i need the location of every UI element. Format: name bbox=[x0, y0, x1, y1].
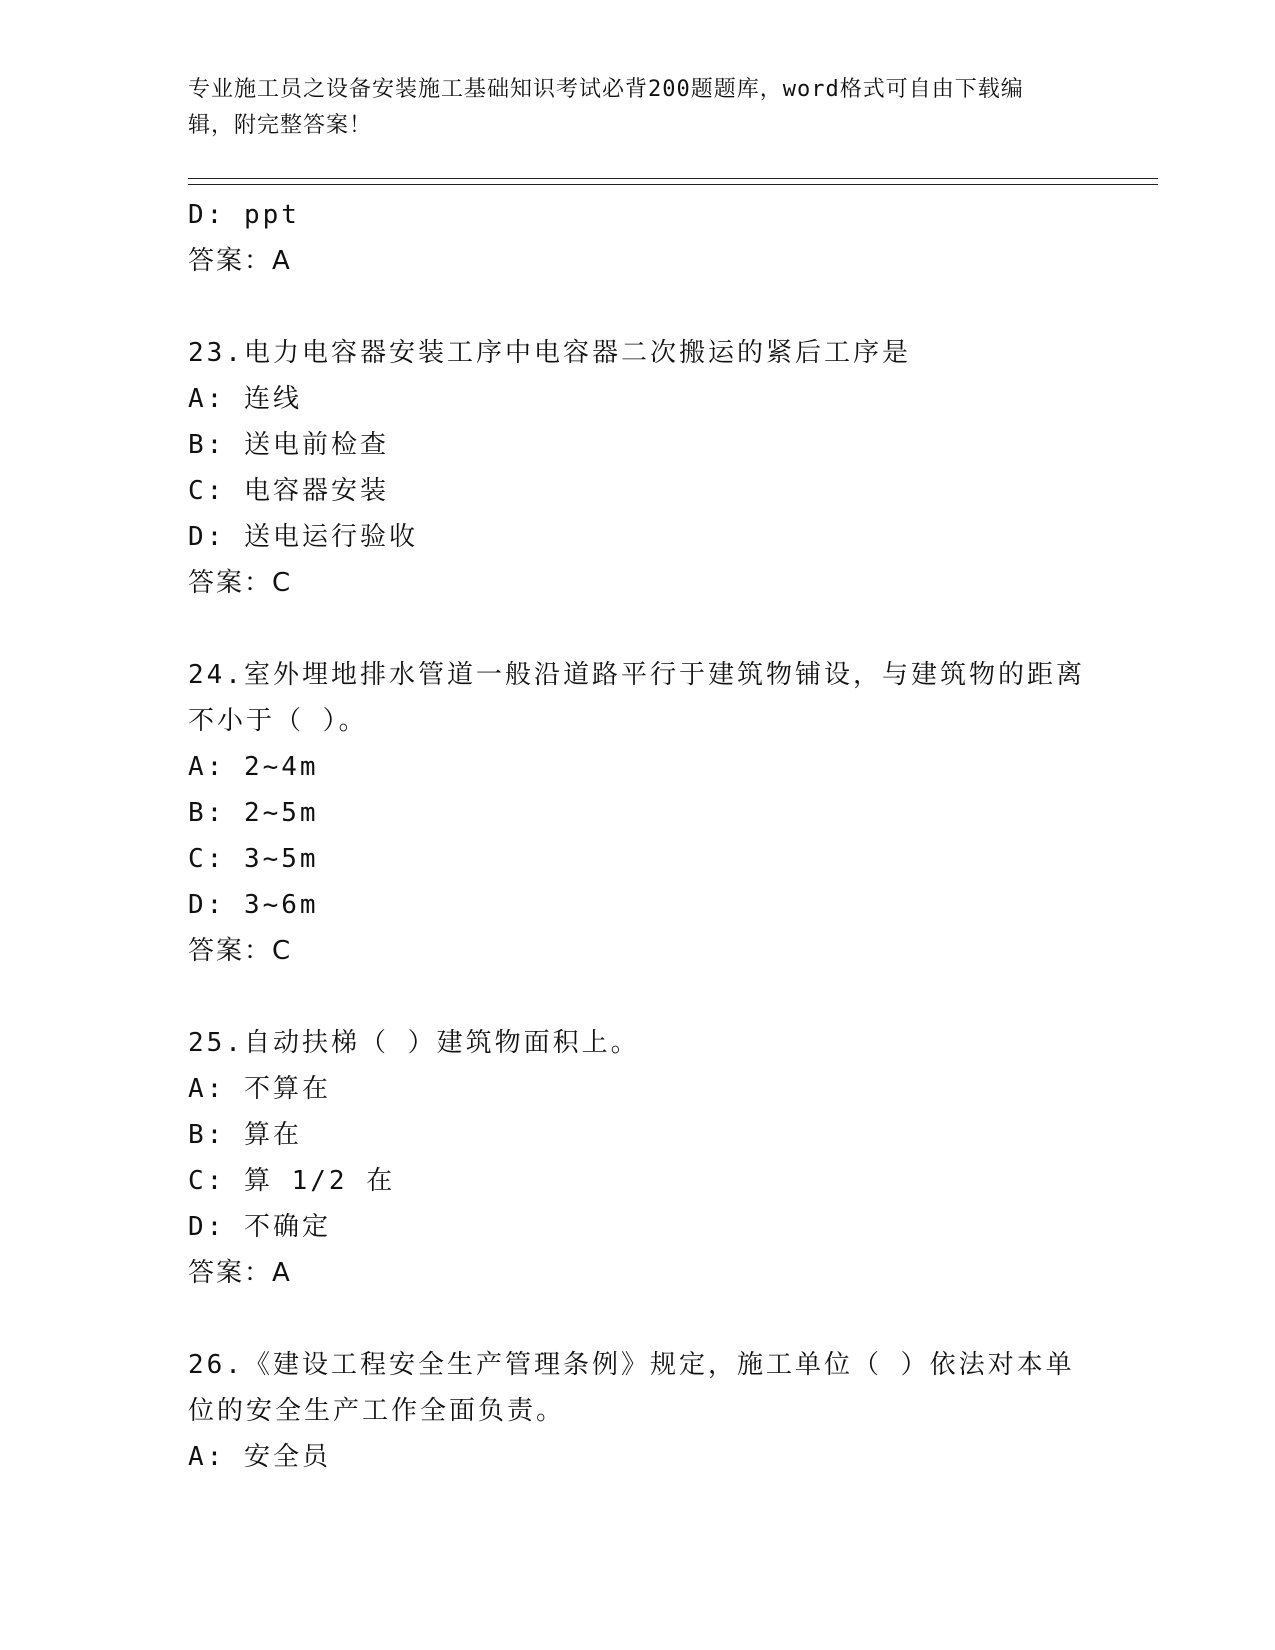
option-d: D: 3~6m bbox=[188, 890, 319, 920]
answer-line: 答案：C bbox=[188, 936, 293, 966]
option-b: B: 算在 bbox=[188, 1120, 302, 1150]
spacer bbox=[188, 606, 1088, 652]
question-stem: 25.自动扶梯（ ）建筑物面积上。 bbox=[188, 1028, 640, 1058]
option-d: D: ppt bbox=[188, 200, 300, 230]
document-header: 专业施工员之设备安装施工基础知识考试必背200题题库，word格式可自由下载编辑，附完整答案！ bbox=[188, 77, 1024, 138]
option-c: C: 电容器安装 bbox=[188, 476, 389, 506]
option-a: A: 2~4m bbox=[188, 752, 319, 782]
option-c: C: 算 1/2 在 bbox=[188, 1166, 396, 1196]
header-divider-bottom bbox=[188, 184, 1158, 185]
question-stem: 26.《建设工程安全生产管理条例》规定，施工单位（ ）依法对本单 bbox=[188, 1350, 1075, 1380]
option-b: B: 送电前检查 bbox=[188, 430, 389, 460]
spacer bbox=[188, 284, 1088, 330]
question-list bbox=[188, 192, 1088, 1480]
question-stem: 24.室外埋地排水管道一般沿道路平行于建筑物铺设，与建筑物的距离 bbox=[188, 660, 1085, 690]
question-stem-continued: 不小于（ ）。 bbox=[188, 706, 368, 736]
answer-line: 答案：A bbox=[188, 246, 292, 276]
option-c: C: 3~5m bbox=[188, 844, 319, 874]
header-divider-top bbox=[188, 178, 1158, 179]
spacer bbox=[188, 974, 1088, 1020]
question-stem-continued: 位的安全生产工作全面负责。 bbox=[188, 1396, 566, 1426]
spacer bbox=[188, 1296, 1088, 1342]
option-d: D: 送电运行验收 bbox=[188, 522, 418, 552]
option-b: B: 2~5m bbox=[188, 798, 319, 828]
option-a: A: 安全员 bbox=[188, 1442, 331, 1472]
answer-line: 答案：A bbox=[188, 1258, 292, 1288]
answer-line: 答案：C bbox=[188, 568, 293, 598]
question-stem: 23.电力电容器安装工序中电容器二次搬运的紧后工序是 bbox=[188, 338, 911, 368]
option-a: A: 不算在 bbox=[188, 1074, 331, 1104]
option-d: D: 不确定 bbox=[188, 1212, 331, 1242]
option-a: A: 连线 bbox=[188, 384, 302, 414]
